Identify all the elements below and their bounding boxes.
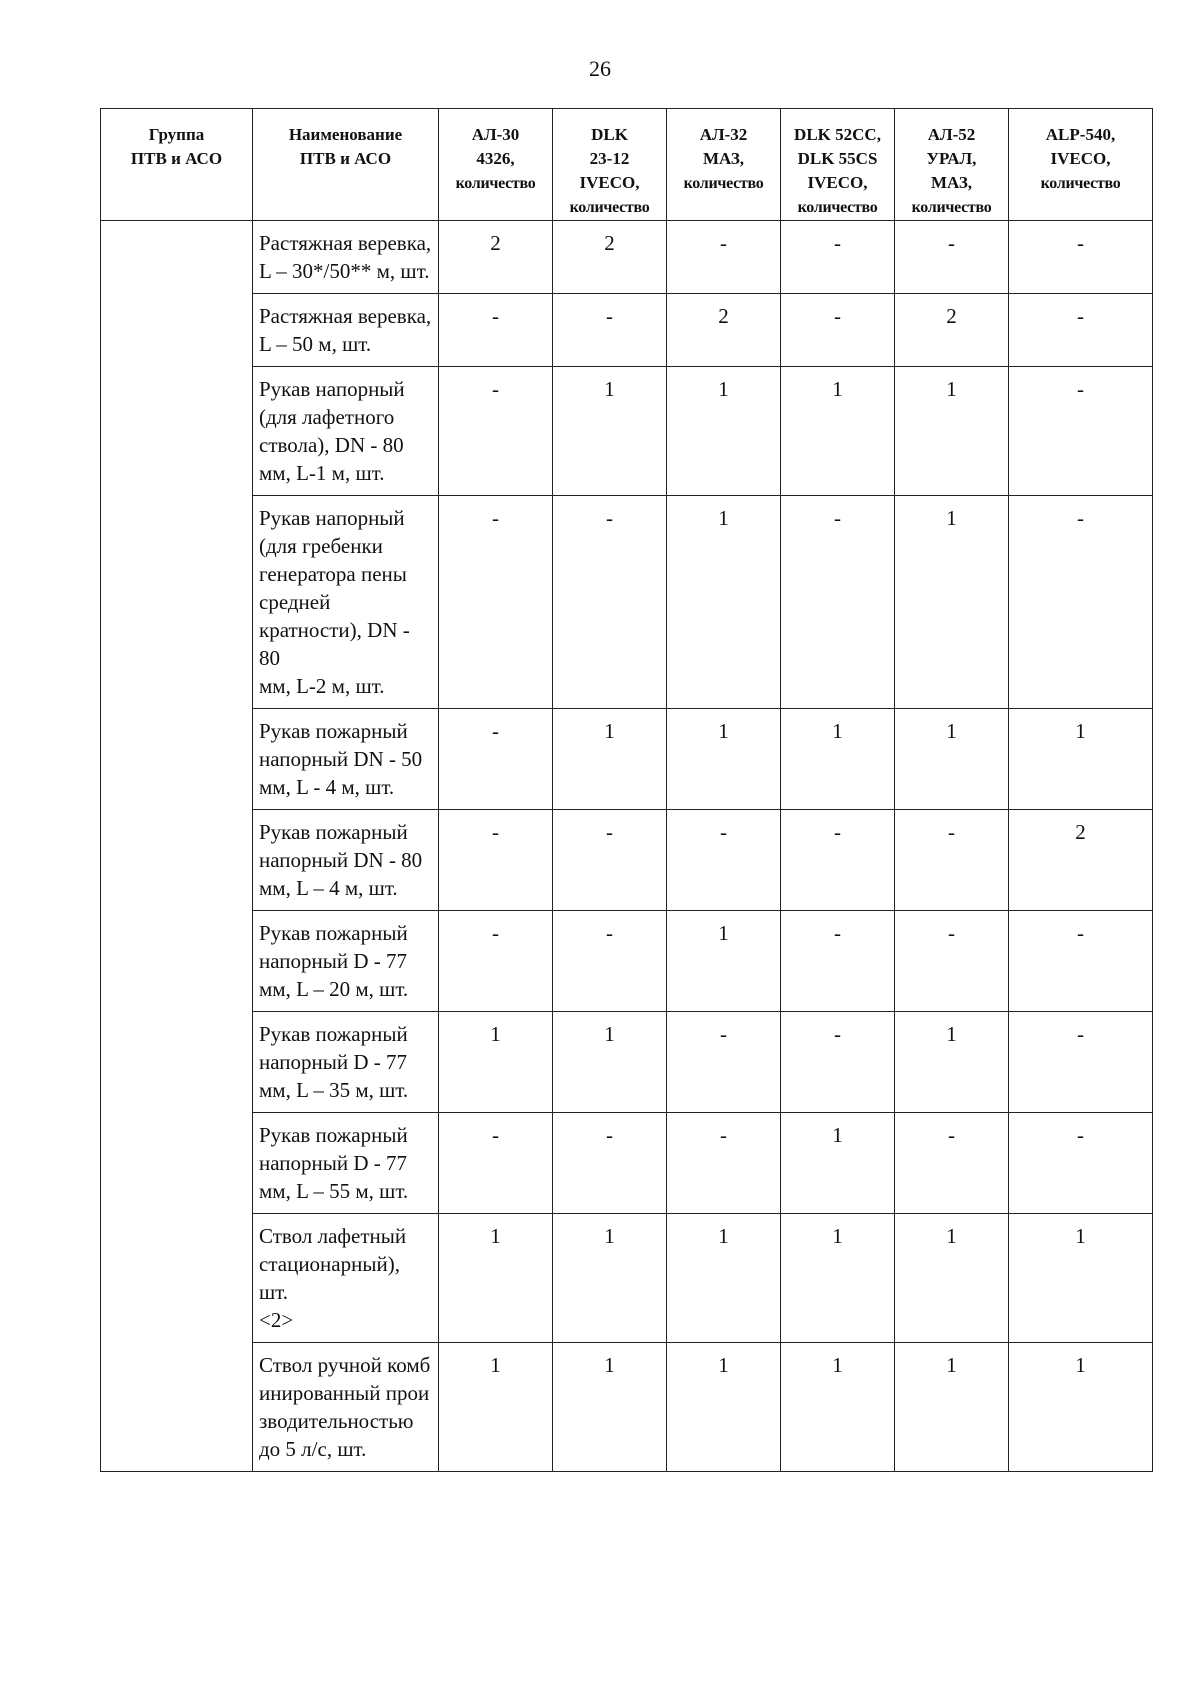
- item-name-line: (для лафетного: [259, 405, 395, 429]
- header-line: МАЗ,: [702, 149, 745, 168]
- item-name-line: мм, L-2 м, шт.: [259, 674, 385, 698]
- item-name-line: Рукав напорный: [259, 377, 405, 401]
- quantity-cell: -: [781, 911, 895, 1012]
- quantity-cell: 2: [667, 294, 781, 367]
- quantity-cell: -: [781, 294, 895, 367]
- item-name-line: напорный D - 77: [259, 1050, 408, 1074]
- header-line: ALP-540,: [1045, 125, 1116, 144]
- item-name-line: напорный D - 77: [259, 949, 408, 973]
- item-name-line: мм, L-1 м, шт.: [259, 461, 385, 485]
- table-row: [101, 367, 1153, 496]
- quantity-cell: -: [1009, 1012, 1153, 1113]
- item-name-line: кратности), DN - 80: [259, 618, 410, 670]
- item-name-line: Растяжная веревка,: [259, 304, 432, 328]
- quantity-cell: -: [1009, 496, 1153, 709]
- item-name-cell: [253, 221, 439, 294]
- item-name-line: Ствол лафетный: [259, 1224, 407, 1248]
- item-name-line: напорный DN - 80: [259, 848, 423, 872]
- quantity-cell: -: [439, 1113, 553, 1214]
- item-name-line: Рукав пожарный: [259, 1022, 408, 1046]
- header-al30: [439, 109, 553, 221]
- quantity-cell: -: [553, 294, 667, 367]
- quantity-cell: 1: [895, 1214, 1009, 1343]
- item-name-line: напорный DN - 50: [259, 747, 423, 771]
- table-row: [101, 221, 1153, 294]
- item-name-line: Рукав пожарный: [259, 1123, 408, 1147]
- quantity-cell: 1: [553, 367, 667, 496]
- quantity-cell: 1: [1009, 1214, 1153, 1343]
- item-name-line: мм, L – 55 м, шт.: [259, 1179, 409, 1203]
- item-name-line: генератора пены: [259, 562, 407, 586]
- header-al32: [667, 109, 781, 221]
- quantity-cell: -: [781, 810, 895, 911]
- header-line: АЛ-52: [927, 125, 976, 144]
- quantity-cell: -: [439, 294, 553, 367]
- header-name: [253, 109, 439, 221]
- table-row: [101, 810, 1153, 911]
- quantity-cell: -: [667, 1012, 781, 1113]
- quantity-cell: 1: [439, 1012, 553, 1113]
- quantity-cell: 1: [667, 1214, 781, 1343]
- item-name-cell: [253, 911, 439, 1012]
- quantity-cell: 1: [895, 1343, 1009, 1472]
- header-line: IVECO,: [1050, 149, 1111, 168]
- quantity-cell: 1: [439, 1343, 553, 1472]
- quantity-cell: -: [553, 1113, 667, 1214]
- item-name-line: мм, L – 35 м, шт.: [259, 1078, 409, 1102]
- quantity-cell: -: [895, 221, 1009, 294]
- table-row: [101, 911, 1153, 1012]
- quantity-cell: 1: [667, 709, 781, 810]
- table-row: [101, 1343, 1153, 1472]
- header-dlk-23-12: [553, 109, 667, 221]
- quantity-cell: 2: [1009, 810, 1153, 911]
- header-line: количество: [683, 175, 764, 192]
- header-line: 4326,: [476, 149, 515, 168]
- item-name-cell: [253, 810, 439, 911]
- quantity-cell: -: [1009, 221, 1153, 294]
- quantity-cell: 1: [667, 496, 781, 709]
- item-name-line: напорный D - 77: [259, 1151, 408, 1175]
- item-name-line: зводительностью: [259, 1409, 414, 1433]
- item-name-line: инированный прои: [259, 1381, 430, 1405]
- quantity-cell: -: [781, 1012, 895, 1113]
- quantity-cell: 1: [1009, 709, 1153, 810]
- item-name-cell: [253, 1113, 439, 1214]
- quantity-cell: 1: [781, 709, 895, 810]
- quantity-cell: -: [667, 810, 781, 911]
- quantity-cell: -: [439, 911, 553, 1012]
- quantity-cell: 2: [439, 221, 553, 294]
- item-name-line: Рукав пожарный: [259, 921, 408, 945]
- quantity-cell: -: [439, 810, 553, 911]
- quantity-cell: 1: [781, 1113, 895, 1214]
- quantity-cell: 1: [667, 367, 781, 496]
- quantity-cell: -: [781, 221, 895, 294]
- quantity-cell: -: [439, 367, 553, 496]
- quantity-cell: 1: [895, 496, 1009, 709]
- header-line: 23-12: [589, 149, 630, 168]
- item-name-line: мм, L – 20 м, шт.: [259, 977, 409, 1001]
- item-name-line: L – 50 м, шт.: [259, 332, 372, 356]
- quantity-cell: 1: [667, 911, 781, 1012]
- item-name-line: Рукав напорный: [259, 506, 405, 530]
- header-line: АЛ-30: [471, 125, 520, 144]
- quantity-cell: 1: [553, 1214, 667, 1343]
- quantity-cell: 1: [781, 1343, 895, 1472]
- header-al52: [895, 109, 1009, 221]
- quantity-cell: -: [553, 911, 667, 1012]
- header-line: УРАЛ,: [926, 149, 977, 168]
- item-name-line: до 5 л/с, шт.: [259, 1437, 367, 1461]
- header-line: Группа: [148, 125, 205, 144]
- item-name-line: (для гребенки: [259, 534, 383, 558]
- quantity-cell: -: [1009, 911, 1153, 1012]
- header-line: DLK 52CC,: [794, 125, 881, 144]
- header-line: Наименование: [288, 125, 403, 144]
- quantity-cell: 1: [667, 1343, 781, 1472]
- table-row: [101, 1214, 1153, 1343]
- quantity-cell: 2: [553, 221, 667, 294]
- quantity-cell: -: [439, 496, 553, 709]
- header-alp540: [1009, 109, 1153, 221]
- item-name-line: Рукав пожарный: [259, 719, 408, 743]
- quantity-cell: -: [1009, 294, 1153, 367]
- quantity-cell: -: [439, 709, 553, 810]
- quantity-cell: -: [895, 1113, 1009, 1214]
- quantity-cell: 1: [439, 1214, 553, 1343]
- item-name-cell: [253, 1012, 439, 1113]
- group-cell: [101, 221, 253, 1472]
- item-name-line: Растяжная веревка,: [259, 231, 432, 255]
- quantity-cell: 2: [895, 294, 1009, 367]
- item-name-cell: [253, 709, 439, 810]
- quantity-cell: -: [895, 911, 1009, 1012]
- quantity-cell: -: [553, 496, 667, 709]
- equipment-table: [100, 108, 1153, 1472]
- table-header-row: [101, 109, 1153, 221]
- quantity-cell: -: [667, 221, 781, 294]
- quantity-cell: -: [553, 810, 667, 911]
- item-name-line: мм, L - 4 м, шт.: [259, 775, 395, 799]
- quantity-cell: -: [1009, 1113, 1153, 1214]
- item-name-cell: [253, 367, 439, 496]
- table-row: [101, 709, 1153, 810]
- item-name-line: средней: [259, 590, 331, 614]
- header-line: IVECO,: [807, 173, 868, 192]
- item-name-cell: [253, 1214, 439, 1343]
- header-dlk-52cc: [781, 109, 895, 221]
- item-name-line: Ствол ручной комб: [259, 1353, 431, 1377]
- header-line: DLK: [591, 125, 628, 144]
- item-name-line: <2>: [259, 1308, 294, 1332]
- quantity-cell: -: [667, 1113, 781, 1214]
- item-name-line: стационарный), шт.: [259, 1252, 400, 1304]
- quantity-cell: 1: [895, 1012, 1009, 1113]
- table-body: [101, 221, 1153, 1472]
- header-line: количество: [797, 199, 878, 216]
- quantity-cell: 1: [781, 1214, 895, 1343]
- page-number: 26: [589, 56, 611, 81]
- header-line: количество: [911, 199, 992, 216]
- item-name-line: мм, L – 4 м, шт.: [259, 876, 398, 900]
- item-name-line: ствола), DN - 80: [259, 433, 404, 457]
- item-name-cell: [253, 496, 439, 709]
- header-line: ПТВ и АСО: [299, 149, 392, 168]
- header-line: DLK 55CS: [797, 149, 878, 168]
- header-line: АЛ-32: [699, 125, 748, 144]
- quantity-cell: 1: [553, 709, 667, 810]
- quantity-cell: 1: [781, 367, 895, 496]
- quantity-cell: 1: [1009, 1343, 1153, 1472]
- quantity-cell: 1: [895, 367, 1009, 496]
- table-row: [101, 1012, 1153, 1113]
- quantity-cell: 1: [553, 1343, 667, 1472]
- quantity-cell: -: [895, 810, 1009, 911]
- header-line: количество: [569, 199, 650, 216]
- quantity-cell: -: [1009, 367, 1153, 496]
- item-name-line: L – 30*/50** м, шт.: [259, 259, 430, 283]
- header-line: количество: [455, 175, 536, 192]
- table-row: [101, 1113, 1153, 1214]
- item-name-cell: [253, 294, 439, 367]
- table-row: [101, 294, 1153, 367]
- quantity-cell: 1: [895, 709, 1009, 810]
- quantity-cell: 1: [553, 1012, 667, 1113]
- header-group: [101, 109, 253, 221]
- item-name-line: Рукав пожарный: [259, 820, 408, 844]
- item-name-cell: [253, 1343, 439, 1472]
- header-line: ПТВ и АСО: [130, 149, 223, 168]
- header-line: количество: [1040, 175, 1121, 192]
- header-line: IVECO,: [579, 173, 640, 192]
- header-line: МАЗ,: [930, 173, 973, 192]
- quantity-cell: -: [781, 496, 895, 709]
- table-row: [101, 496, 1153, 709]
